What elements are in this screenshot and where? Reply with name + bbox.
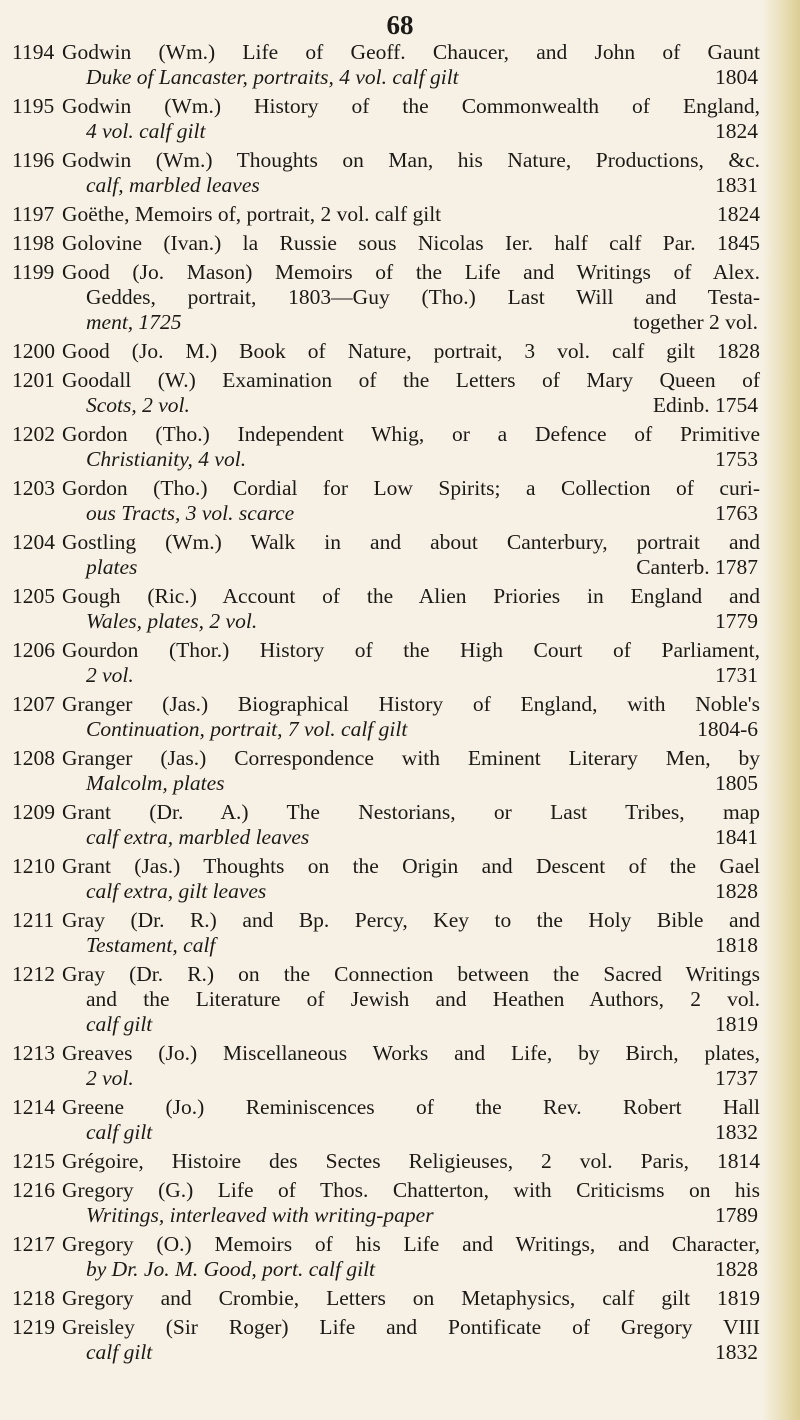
entry-detail-line: [86, 1120, 758, 1145]
lot-number: 1196: [12, 148, 55, 172]
entry-detail-line: [86, 933, 758, 958]
entry-binding-description: ment, 1725: [86, 310, 182, 334]
entry-title-line: Gregory (G.) Life of Thos. Chatterton, with Criticisms on his: [62, 1178, 760, 1202]
catalogue-entry: [0, 1232, 800, 1286]
entry-spacer: [0, 1365, 800, 1369]
catalogue-entry: [0, 231, 800, 260]
entry-binding-description: calf gilt: [86, 1340, 153, 1364]
page-number: 68: [386, 10, 414, 40]
entry-detail-line: [86, 393, 758, 418]
lot-number: 1194: [12, 40, 55, 64]
entry-binding-description: Continuation, portrait, 7 vol. calf gilt: [86, 717, 408, 741]
catalogue-entry: [0, 746, 800, 800]
entry-detail-line: [86, 1257, 758, 1282]
entry-year: 1831: [715, 173, 758, 197]
catalogue-entry: [0, 530, 800, 584]
lot-number: 1212: [12, 962, 55, 986]
lot-number: 1204: [12, 530, 55, 554]
entry-title-line: Gray (Dr. R.) and Bp. Percy, Key to the Holy Bible and: [62, 908, 760, 932]
entry-year: 1779: [715, 609, 758, 633]
entry-title-line: Greisley (Sir Roger) Life and Pontificate of Gregory VIII: [62, 1315, 760, 1339]
lot-number: 1218: [12, 1286, 55, 1310]
entry-year: 1789: [715, 1203, 758, 1227]
catalogue-entry: [0, 638, 800, 692]
catalogue-entry: [0, 584, 800, 638]
entry-title-line: Goodall (W.) Examination of the Letters of Mary Queen of: [62, 368, 760, 392]
catalogue-entry: [0, 260, 800, 339]
entry-detail-line: [86, 447, 758, 472]
entry-title-line: Grant (Dr. A.) The Nestorians, or Last Tribes, map: [62, 800, 760, 824]
entry-detail-line: [86, 65, 758, 90]
entry-detail-line: [86, 1203, 758, 1228]
entry-detail-line: [86, 825, 758, 850]
lot-number: 1200: [12, 339, 55, 363]
entry-binding-description: calf, marbled leaves: [86, 173, 260, 197]
lot-number: 1202: [12, 422, 55, 446]
entry-title-text: Goëthe, Memoirs of, portrait, 2 vol. calf gilt: [62, 202, 442, 226]
entry-title-line: Gough (Ric.) Account of the Alien Priories in England and: [62, 584, 760, 608]
entry-detail-line: [86, 1340, 758, 1365]
catalogue-entry: [0, 1041, 800, 1095]
lot-number: 1217: [12, 1232, 55, 1256]
entry-binding-description: Writings, interleaved with writing-paper: [86, 1203, 434, 1227]
catalogue-entry: [0, 1315, 800, 1369]
entry-year: 1824: [715, 119, 758, 143]
lot-number: 1209: [12, 800, 55, 824]
entry-binding-description: 2 vol.: [86, 1066, 134, 1090]
entry-year: Canterb. 1787: [636, 555, 758, 579]
lot-number: 1205: [12, 584, 55, 608]
entry-continuation-line: Geddes, portrait, 1803—Guy (Tho.) Last Will and Testa-: [86, 285, 760, 309]
entry-year: 1828: [715, 879, 758, 903]
entry-binding-description: Christianity, 4 vol.: [86, 447, 247, 471]
catalogue-entry: [0, 40, 800, 94]
entry-binding-description: 4 vol. calf gilt: [86, 119, 206, 143]
entry-binding-description: Testament, calf: [86, 933, 216, 957]
entry-binding-description: plates: [86, 555, 138, 579]
entry-detail-line: [86, 609, 758, 634]
entry-continuation-line: and the Literature of Jewish and Heathen Authors, 2 vol.: [86, 987, 760, 1011]
catalogue-entry: [0, 1149, 800, 1178]
entry-year: 1832: [715, 1340, 758, 1364]
entry-detail-line: [86, 173, 758, 198]
catalogue-entry: [0, 422, 800, 476]
entry-title-line: Granger (Jas.) Correspondence with Eminent Literary Men, by: [62, 746, 760, 770]
entry-year: 1804-6: [697, 717, 758, 741]
entry-detail-line: [86, 555, 758, 580]
entry-binding-description: ous Tracts, 3 vol. scarce: [86, 501, 295, 525]
lot-number: 1203: [12, 476, 55, 500]
entry-title-line: Grant (Jas.) Thoughts on the Origin and Descent of the Gael: [62, 854, 760, 878]
catalogue-entry: [0, 94, 800, 148]
entry-title-line: Granger (Jas.) Biographical History of England, with Noble's: [62, 692, 760, 716]
entry-detail-line: [86, 771, 758, 796]
lot-number: 1215: [12, 1149, 55, 1173]
catalogue-entry: [0, 908, 800, 962]
entry-title-line: Gourdon (Thor.) History of the High Court of Parliament,: [62, 638, 760, 662]
lot-number: 1195: [12, 94, 55, 118]
catalogue-entries: [0, 40, 800, 1369]
lot-number: 1206: [12, 638, 55, 662]
entry-title-line: Godwin (Wm.) History of the Commonwealth of England,: [62, 94, 760, 118]
entry-detail-line: [86, 1066, 758, 1091]
lot-number: 1210: [12, 854, 55, 878]
lot-number: 1207: [12, 692, 55, 716]
catalogue-entry: [0, 368, 800, 422]
entry-detail-line: [86, 310, 758, 335]
entry-year: 1737: [715, 1066, 758, 1090]
lot-number: 1213: [12, 1041, 55, 1065]
entry-title-line: Gregory (O.) Memoirs of his Life and Writings, and Character,: [62, 1232, 760, 1256]
entry-title-line: [62, 202, 760, 227]
lot-number: 1214: [12, 1095, 55, 1119]
entry-year: 1804: [715, 65, 758, 89]
entry-title-line: Gray (Dr. R.) on the Connection between the Sacred Writings: [62, 962, 760, 986]
catalogue-entry: [0, 692, 800, 746]
entry-title-line: Godwin (Wm.) Life of Geoff. Chaucer, and John of Gaunt: [62, 40, 760, 64]
entry-binding-description: calf extra, gilt leaves: [86, 879, 267, 903]
entry-detail-line: [86, 501, 758, 526]
lot-number: 1199: [12, 260, 55, 284]
entry-year: 1824: [717, 202, 760, 226]
entry-year: 1753: [715, 447, 758, 471]
catalogue-entry: [0, 339, 800, 368]
lot-number: 1208: [12, 746, 55, 770]
lot-number: 1219: [12, 1315, 55, 1339]
entry-year: 1828: [715, 1257, 758, 1281]
entry-year: 1819: [715, 1012, 758, 1036]
entry-title-line: Greaves (Jo.) Miscellaneous Works and Life, by Birch, plates,: [62, 1041, 760, 1065]
lot-number: 1216: [12, 1178, 55, 1202]
entry-year: 1832: [715, 1120, 758, 1144]
entry-binding-description: by Dr. Jo. M. Good, port. calf gilt: [86, 1257, 376, 1281]
entry-title-line: Gostling (Wm.) Walk in and about Canterbury, portrait and: [62, 530, 760, 554]
entry-binding-description: Wales, plates, 2 vol.: [86, 609, 258, 633]
entry-year: 1763: [715, 501, 758, 525]
entry-detail-line: [86, 717, 758, 742]
entry-year: Edinb. 1754: [652, 393, 758, 417]
entry-title-line: Good (Jo. Mason) Memoirs of the Life and Writings of Alex.: [62, 260, 760, 284]
catalogue-entry: [0, 148, 800, 202]
entry-detail-line: [86, 879, 758, 904]
entry-detail-line: [86, 1012, 758, 1037]
entry-year: 1841: [715, 825, 758, 849]
entry-year: together 2 vol.: [633, 310, 758, 334]
entry-binding-description: calf gilt: [86, 1012, 153, 1036]
entry-title-line: Gordon (Tho.) Independent Whig, or a Defence of Primitive: [62, 422, 760, 446]
entry-title-line: Gregory and Crombie, Letters on Metaphysics, calf gilt 1819: [62, 1286, 760, 1310]
entry-year: 1818: [715, 933, 758, 957]
entry-detail-line: [86, 119, 758, 144]
catalogue-entry: [0, 1095, 800, 1149]
catalogue-entry: [0, 800, 800, 854]
entry-title-line: Good (Jo. M.) Book of Nature, portrait, 3 vol. calf gilt 1828: [62, 339, 760, 363]
entry-title-line: Gordon (Tho.) Cordial for Low Spirits; a Collection of curi-: [62, 476, 760, 500]
entry-binding-description: calf gilt: [86, 1120, 153, 1144]
entry-year: 1731: [715, 663, 758, 687]
entry-title-line: Grégoire, Histoire des Sectes Religieuses, 2 vol. Paris, 1814: [62, 1149, 760, 1173]
entry-binding-description: Scots, 2 vol.: [86, 393, 190, 417]
catalogue-entry: [0, 1286, 800, 1315]
catalogue-entry: [0, 854, 800, 908]
lot-number: 1201: [12, 368, 55, 392]
catalogue-entry: [0, 202, 800, 231]
entry-binding-description: 2 vol.: [86, 663, 134, 687]
catalogue-entry: [0, 962, 800, 1041]
entry-title-line: Godwin (Wm.) Thoughts on Man, his Nature, Productions, &c.: [62, 148, 760, 172]
lot-number: 1197: [12, 202, 55, 226]
entry-detail-line: [86, 663, 758, 688]
entry-title-line: Greene (Jo.) Reminiscences of the Rev. Robert Hall: [62, 1095, 760, 1119]
lot-number: 1198: [12, 231, 55, 255]
catalogue-entry: [0, 476, 800, 530]
lot-number: 1211: [12, 908, 55, 932]
entry-title-line: Golovine (Ivan.) la Russie sous Nicolas Ier. half calf Par. 1845: [62, 231, 760, 255]
entry-binding-description: Duke of Lancaster, portraits, 4 vol. calf gilt: [86, 65, 459, 89]
entry-binding-description: calf extra, marbled leaves: [86, 825, 310, 849]
entry-year: 1805: [715, 771, 758, 795]
catalogue-entry: [0, 1178, 800, 1232]
entry-binding-description: Malcolm, plates: [86, 771, 225, 795]
